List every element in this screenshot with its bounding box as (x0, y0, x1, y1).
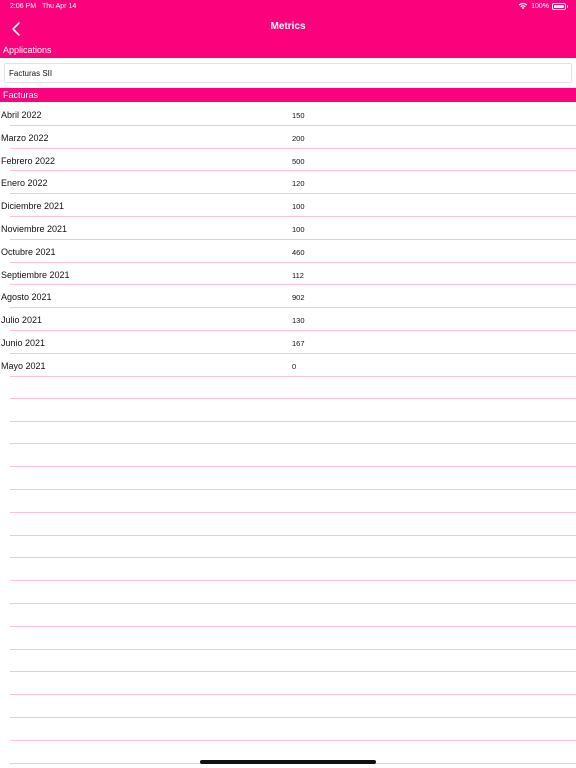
table-row[interactable] (0, 331, 576, 354)
empty-row (10, 490, 576, 513)
month-label: Febrero 2022 (1, 155, 56, 166)
chevron-left-icon (11, 22, 21, 36)
table-row[interactable] (0, 194, 576, 217)
empty-row (10, 399, 576, 422)
empty-row (10, 627, 576, 650)
status-bar (0, 0, 576, 14)
empty-row (10, 672, 576, 695)
month-label: Octubre 2021 (1, 246, 56, 257)
back-button[interactable] (6, 19, 26, 39)
table-row[interactable] (0, 103, 576, 126)
table-row[interactable] (0, 149, 576, 172)
empty-row (10, 718, 576, 741)
empty-row (10, 581, 576, 604)
empty-row (10, 376, 576, 399)
count-value: 460 (292, 247, 305, 257)
month-label: Junio 2021 (1, 337, 46, 348)
month-label: Julio 2021 (1, 315, 43, 326)
empty-row (10, 650, 576, 673)
month-label: Diciembre 2021 (1, 201, 65, 212)
month-label: Noviembre 2021 (1, 223, 68, 234)
table-row[interactable] (0, 240, 576, 263)
empty-row (10, 444, 576, 467)
status-right (518, 2, 566, 10)
table-row[interactable] (0, 171, 576, 194)
facturas-list (0, 103, 576, 377)
empty-row (10, 695, 576, 718)
empty-row (10, 558, 576, 581)
month-label: Marzo 2022 (1, 132, 49, 143)
count-value: 130 (292, 316, 305, 326)
home-indicator (200, 760, 376, 764)
count-value: 167 (292, 338, 305, 348)
month-label: Abril 2022 (1, 110, 42, 120)
month-label: Agosto 2021 (1, 292, 52, 303)
facturas-section-header: Facturas (0, 88, 576, 102)
month-label: Septiembre 2021 (1, 269, 70, 280)
status-date: Thu Apr 14 (42, 3, 77, 10)
month-label: Enero 2022 (1, 178, 48, 189)
empty-row (10, 536, 576, 559)
table-row[interactable] (0, 354, 576, 377)
applications-label: Applications (3, 45, 52, 55)
table-row[interactable] (0, 263, 576, 286)
status-time: 2:06 PM (10, 3, 37, 10)
page-title: Metrics (270, 21, 306, 32)
count-value: 150 (292, 111, 305, 120)
empty-row (10, 467, 576, 490)
empty-rows (10, 376, 576, 764)
empty-row (10, 513, 576, 536)
wifi-icon (518, 2, 528, 10)
battery-percent: 100% (531, 2, 549, 10)
table-row[interactable] (0, 285, 576, 308)
count-value: 100 (292, 224, 305, 234)
count-value: 200 (292, 133, 305, 143)
navigation-bar (0, 0, 576, 58)
table-row[interactable] (0, 217, 576, 240)
application-selector[interactable]: Facturas SII (4, 63, 572, 83)
count-value: 112 (292, 270, 304, 280)
count-value: 500 (292, 156, 305, 166)
count-value: 100 (292, 202, 305, 212)
battery-icon (552, 3, 566, 10)
count-value: 0 (292, 361, 297, 371)
empty-row (10, 604, 576, 627)
table-row[interactable] (0, 308, 576, 331)
month-label: Mayo 2021 (1, 360, 46, 371)
count-value: 902 (292, 293, 305, 303)
empty-row (10, 422, 576, 445)
table-row[interactable] (0, 126, 576, 149)
count-value: 120 (292, 179, 305, 189)
